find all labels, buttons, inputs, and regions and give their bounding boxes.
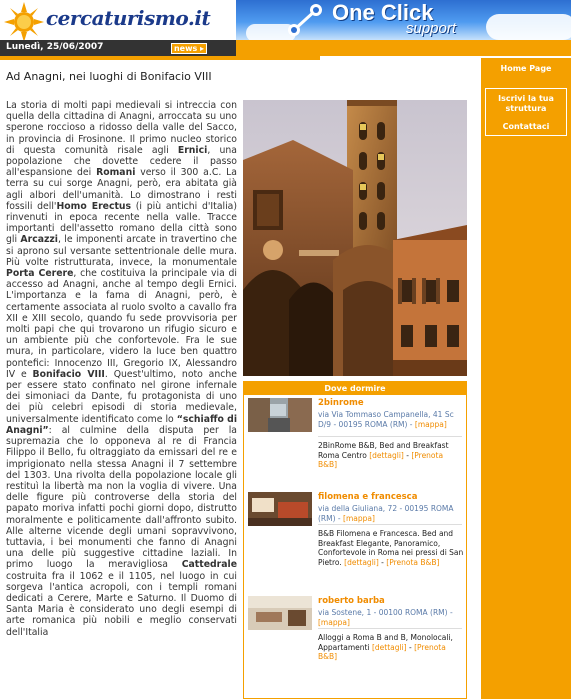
hotel-address [318,608,464,627]
hotel-description: 2BinRome B&B, Bed and Breakfast Roma Centro [dettagli] - [Prenota B&B] [318,441,449,469]
sidebar-item-home[interactable]: Home Page [500,64,552,73]
where-to-sleep-panel [243,381,467,699]
hotel-address-text: via Via Tommaso Campanella, 41 Sc D/9 - 00195 ROMA (RM) - [318,410,454,429]
hotel-address-text: via Sostene, 1 - 00100 ROMA (RM) - [318,608,453,617]
header-underline [0,56,320,60]
hotel-description-text: Alloggi a Roma B and B, Monolocali, Appartamenti [318,633,453,652]
details-link[interactable]: [dettagli] [369,450,404,460]
sidebar-item-register[interactable]: Iscrivi la tua struttura [498,94,554,113]
article-bold: Bonifacio VIII [32,368,105,380]
book-link[interactable]: [Prenota B&B] [386,557,440,567]
details-link[interactable]: [dettagli] [344,557,379,567]
hotel-name-link[interactable]: roberto barba [318,596,385,606]
page-title: Ad Anagni, nei luoghi di Bonifacio VIII [6,70,212,83]
divider [318,436,462,437]
hotel-description: Alloggi a Roma B and B, Monolocali, Appartamenti [dettagli] - [Prenota B&B] [318,633,453,661]
article-bold: Porta Cerere [6,268,74,280]
book-link[interactable]: [Prenota B&B] [318,642,446,661]
article-text: La storia di molti papi medievali si intreccia con quella della cittadina di Anagni, arroccata su uno sperone roccioso a ridosso della valle del Sacco, in provincia di Frosinone. Il primo nucleo storico di questa comunità risale agli [6,100,237,156]
hotel-name-link[interactable]: filomena e francesca [318,492,418,502]
article-body [6,100,237,638]
article-bold: “schiaffo di Anagni” [6,413,238,436]
details-link[interactable]: [dettagli] [371,642,407,652]
header-orange-strip [236,40,571,56]
anagni-cathedral-photo [243,100,467,376]
banner-cloud [486,14,571,40]
sidebar [481,58,571,699]
oneclick-banner[interactable] [236,0,571,40]
hotel-address-text: via della Giuliana, 72 - 00195 ROMA (RM) - [318,504,454,523]
banner-subtitle: support [406,20,457,37]
article-text: , che costituiva la principale via di accesso ad Anagni, anche al tempo degli Ernici. L'importanza e la fama di Anagni, però, è certamente associata al ruolo svolto a cavallo fra XII e XIII secolo, quando fu sede provvisoria per molti papi che qui trovarono un rifugio sicuro e un ambiente più che confortevole. Fra le sue mura, in particolare, videro la luce ben quattro pontefici: Innocenzo III, Gregorio IX, Alessandro IV e [6,268,237,380]
article-text: . Quest'ultimo, noto anche per essere stato confinato nel girone infernale dei simoniaci da Dante, fu protagonista di uno dei più celebri episodi di storia medievale, universalmente identificato come lo [6,368,237,425]
logo-text: cercaturismo.it [46,6,211,30]
map-link[interactable]: [mappa] [414,419,447,429]
hotel-description: B&B Filomena e Francesca. Bed and Breakfast Elegante, Panoramico, Confortevole in Roma nei pressi di San Pietro. [dettagli] - [Prenota B&B] [318,529,464,567]
hotel-name-link[interactable]: 2binrome [318,398,364,408]
hotel-address [318,410,464,429]
article-bold: Arcazzi [20,234,58,246]
news-label: news [173,44,198,53]
where-to-sleep-heading: Dove dormire [244,382,466,395]
article-text: , una popolazione che dovette cedere il passo all'espansione dei [6,144,237,179]
sun-logo-icon [4,2,44,42]
hotel-description-text: 2BinRome B&B, Bed and Breakfast Roma Centro [318,441,449,460]
article-text: costruita fra il 1062 e il 1105, nel luogo in cui sorgeva l'antica acropoli, con i templi romani dedicati a Cerere, Marte e Saturno. Il Duomo di Santa Maria è considerato uno degli esempi di arte romanica più nobili e meglio conservati dell'Italia [6,570,237,638]
hotel-thumbnail[interactable] [248,596,312,630]
hotel-thumbnail[interactable] [248,398,312,432]
sidebar-item-contact[interactable]: Contattaci [502,122,550,131]
article-text: : al culmine della disputa per la supremazia che lo opponeva al re di Francia Filippo il Bello, fu oltraggiato da emissari del re e imprigionato nella stessa Anagni il 7 settembre del 1303. Una rivolta della popolazione locale gli restituì la libertà ma non la voglia di vivere. Una delle figure più controverse della storia del papato moriva infatti pochi giorni dopo, distrutto moralmente e politicamente dall'affronto subito. Alle alterne vicende degli umani sopravvivono, tuttavia, i bei monumenti che fanno di Anagni una delle più suggestive cittadine laziali. In primo luogo la meravigliosa [6,424,237,571]
article-bold: Cattedrale [181,559,237,571]
hotel-description-text: B&B Filomena e Francesca. Bed and Breakfast Elegante, Panoramico, Confortevole in Roma nei pressi di San Pietro. [318,529,464,567]
book-link[interactable]: [Prenota B&B] [318,450,444,469]
map-link[interactable]: [mappa] [318,617,350,627]
hotel-thumbnail[interactable] [248,492,312,526]
map-link[interactable]: [mappa] [343,513,375,523]
article-bold: Romani [96,167,136,179]
article-text: , le imponenti arcate in travertino che si aprono sul versante settentrionale delle mura. Più volte ristrutturata, invece, la monumentale [6,234,237,268]
article-bold: Homo Erectus [56,200,132,212]
hotel-address [318,504,464,523]
site-logo[interactable] [0,0,232,40]
article-bold: Ernici [177,144,208,156]
article-text: (i più antichi d'Italia) rinvenuti in epoca recente nella valle. Tracce importanti dell'assetto romano della città sono gli [6,200,238,246]
banner-title: One Click [332,0,434,25]
article-text: verso il 300 a.C. La terra su cui sorge Anagni, però, era abitata già agli albori dell'umanità. Lo dimostrano i resti fossili dell' [6,167,237,212]
divider [318,524,462,525]
current-date: Lunedì, 25/06/2007 [6,42,104,52]
divider [318,628,462,629]
header [0,0,571,58]
network-icon [286,2,326,38]
news-button[interactable]: news ▸ [171,43,207,54]
